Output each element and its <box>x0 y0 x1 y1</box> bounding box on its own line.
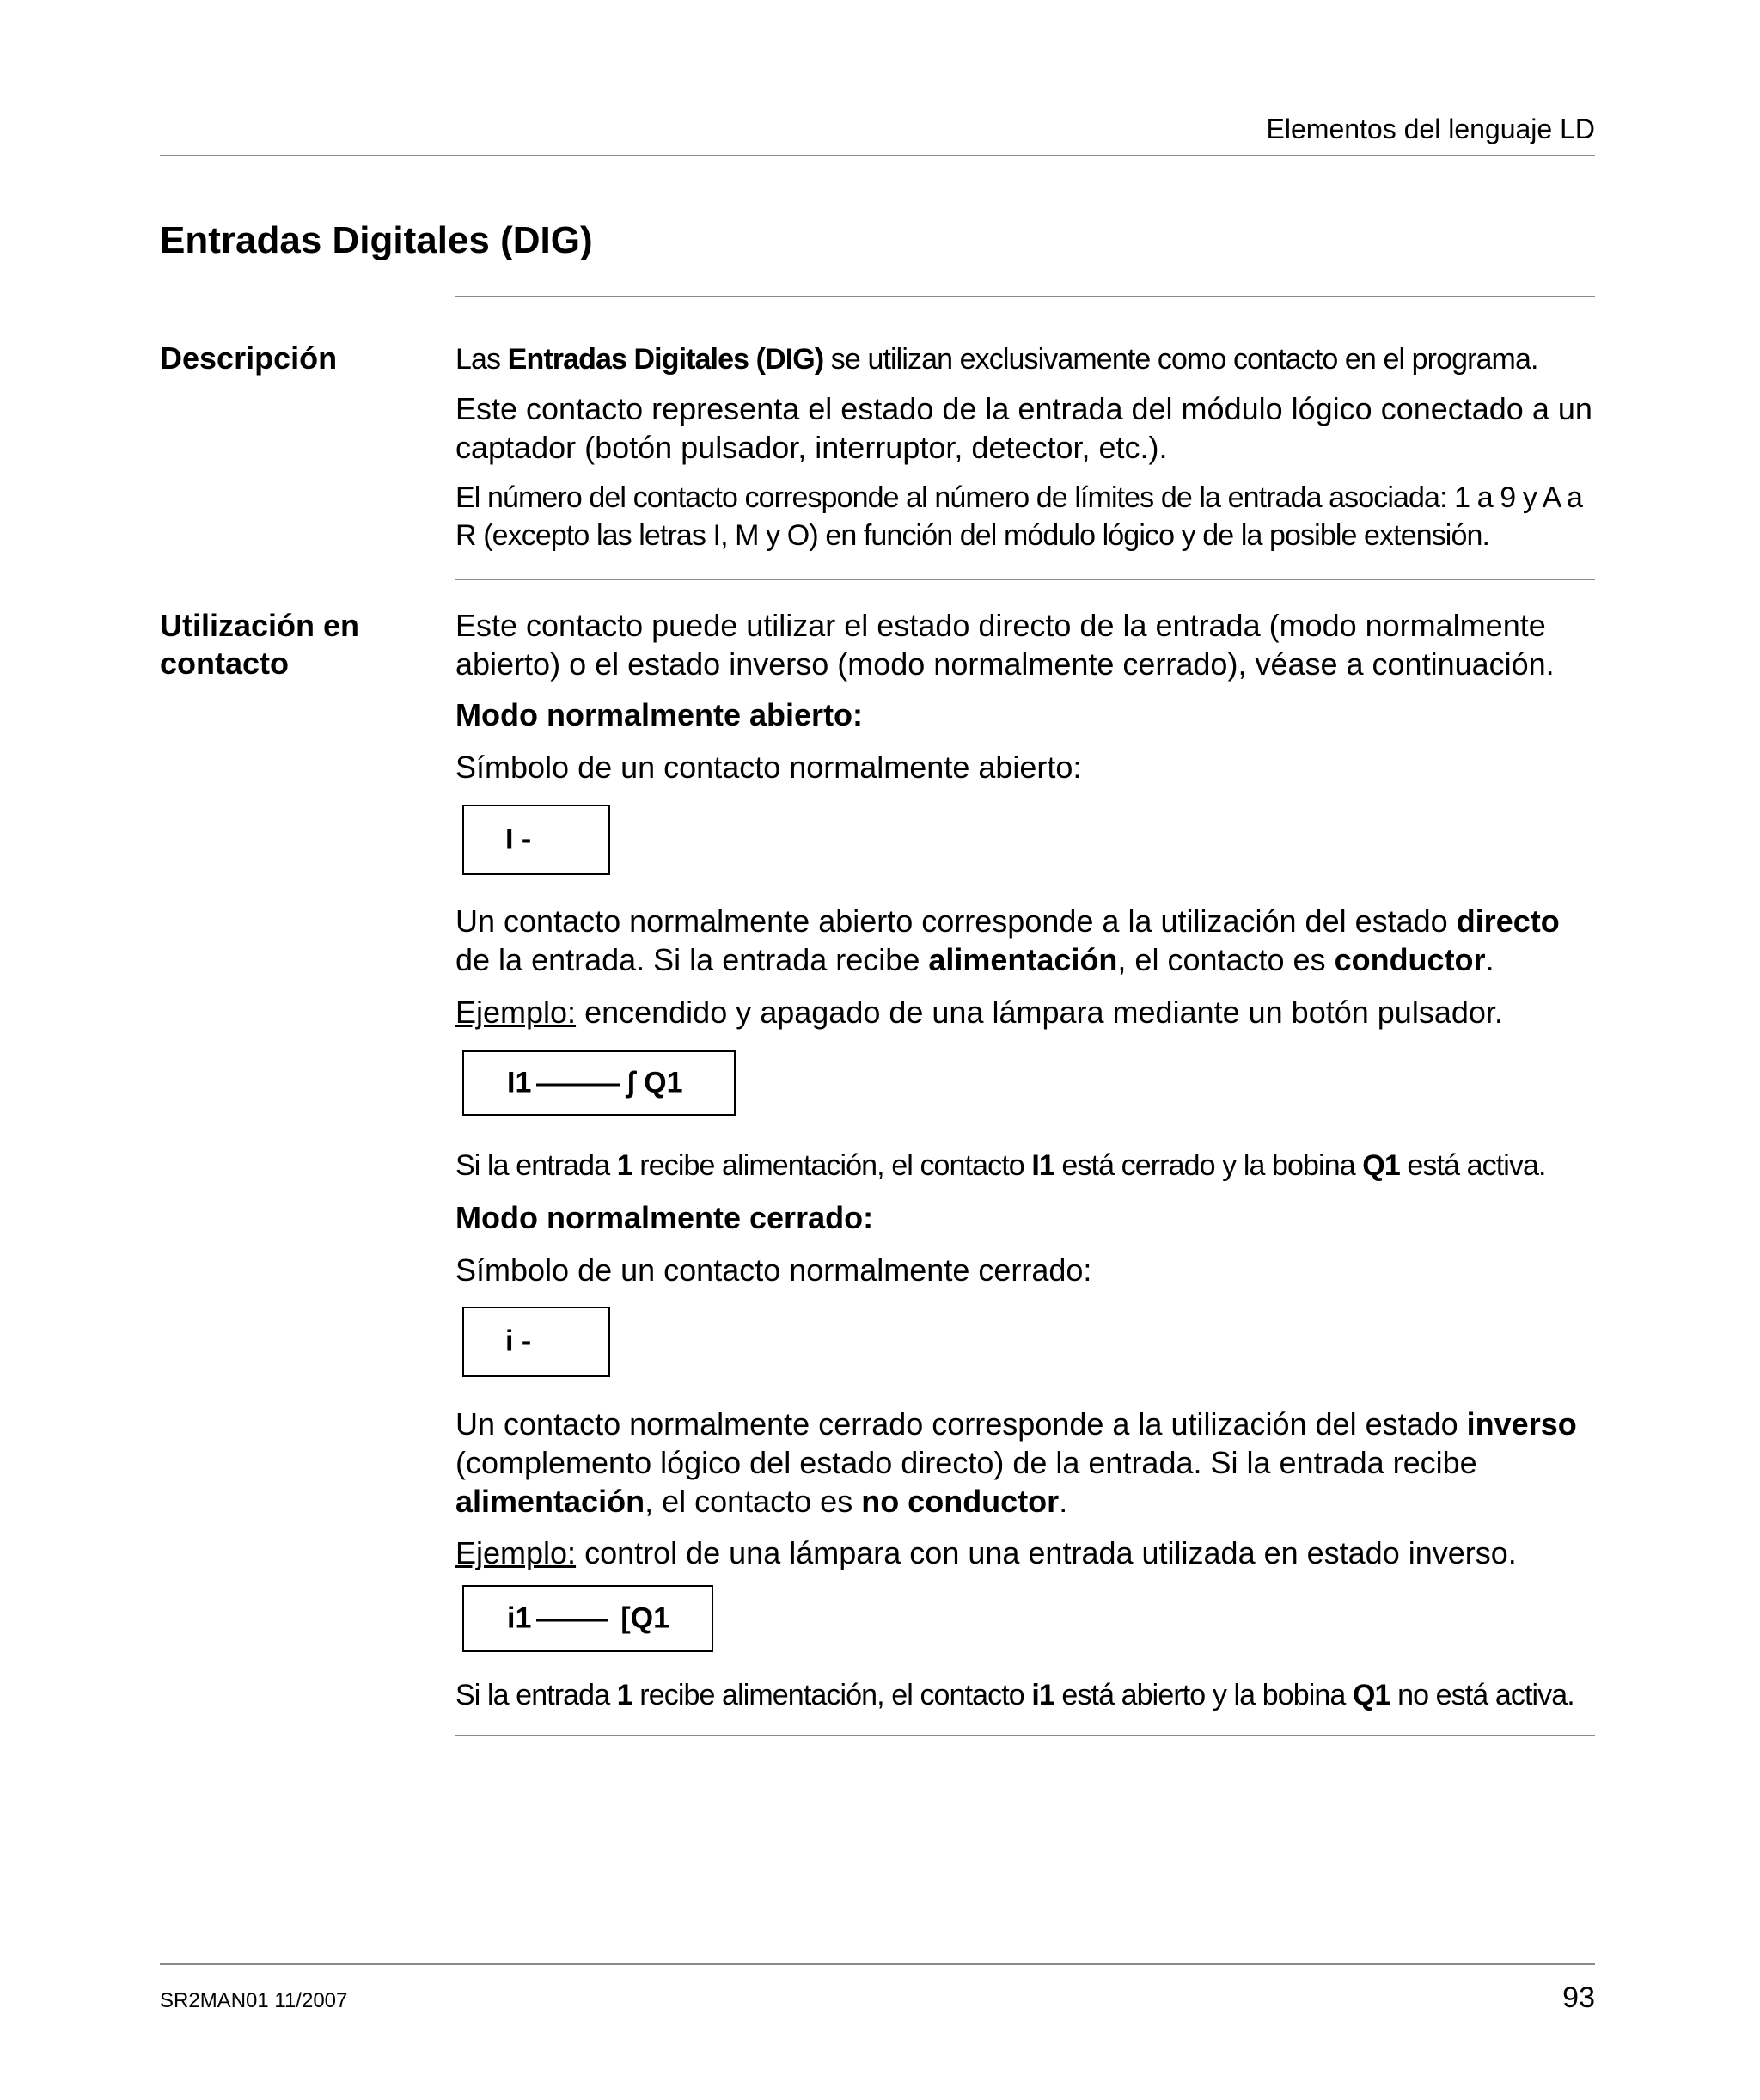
example-label: Ejemplo: <box>455 995 577 1030</box>
page-number: 93 <box>1562 1981 1595 2014</box>
open-example: Ejemplo: encendido y apagado de una lámpara mediante un botón pulsador. <box>455 995 1503 1030</box>
ladder-wire <box>536 1083 620 1086</box>
utilizacion-label: Utilización en contacto <box>160 608 360 681</box>
contact-label: I1 <box>507 1066 532 1099</box>
header-rule <box>160 155 1595 156</box>
example-label: Ejemplo: <box>455 1535 577 1570</box>
closed-example-note: Si la entrada 1 recibe alimentación, el contacto i1 está abierto y la bobina Q1 no está activa. <box>455 1679 1574 1711</box>
descripcion-rule <box>455 579 1595 580</box>
utilizacion-intro: Este contacto puede utilizar el estado directo de la entrada (modo normalmente abierto) o el estado inverso (modo normalmente cerrado), véase a continuación. <box>455 608 1555 682</box>
document-reference: SR2MAN01 11/2007 <box>160 1989 348 2012</box>
closed-contact-symbol: i - <box>462 1307 610 1377</box>
coil-label: [Q1 <box>620 1601 670 1635</box>
ladder-wire <box>536 1619 608 1621</box>
open-example-note: Si la entrada 1 recibe alimentación, el contacto I1 está cerrado y la bobina Q1 está activa. <box>455 1149 1546 1182</box>
contact-label: i1 <box>507 1601 532 1635</box>
footer-rule <box>160 1963 1595 1965</box>
closed-example-ladder-diagram <box>462 1585 713 1652</box>
descripcion-p1: Las Entradas Digitales (DIG) se utilizan exclusivamente como contacto en el programa. <box>455 343 1538 376</box>
closed-mode-heading: Modo normalmente cerrado: <box>455 1200 874 1235</box>
utilizacion-rule <box>455 1735 1595 1736</box>
closed-mode-description: Un contacto normalmente cerrado corresponde a la utilización del estado inverso (complemento lógico del estado directo) de la entrada. Si la entrada recibe alimentación, el contacto es no conductor. <box>455 1406 1577 1519</box>
descripcion-p3: El número del contacto corresponde al número de límites de la entrada asociada: 1 a 9 y A a R (excepto las letras I, M y O) en función del módulo lógico y de la posible extensión. <box>455 481 1583 552</box>
running-header: Elementos del lenguaje LD <box>1266 113 1595 144</box>
closed-symbol-caption: Símbolo de un contacto normalmente cerrado: <box>455 1252 1092 1288</box>
coil-label: ʃ Q1 <box>626 1066 683 1099</box>
section-title: Entradas Digitales (DIG) <box>160 219 593 261</box>
open-example-ladder-diagram <box>462 1050 736 1116</box>
descripcion-label: Descripción <box>160 340 338 376</box>
open-symbol-caption: Símbolo de un contacto normalmente abierto: <box>455 750 1082 785</box>
open-mode-description: Un contacto normalmente abierto corresponde a la utilización del estado directo de la entrada. Si la entrada recibe alimentación, el contacto es conductor. <box>455 903 1560 977</box>
open-contact-symbol: I - <box>462 805 610 875</box>
closed-example: Ejemplo: control de una lámpara con una entrada utilizada en estado inverso. <box>455 1535 1517 1570</box>
section-rule <box>455 296 1595 297</box>
open-mode-heading: Modo normalmente abierto: <box>455 697 864 732</box>
descripcion-p2: Este contacto representa el estado de la entrada del módulo lógico conectado a un captador (botón pulsador, interruptor, detector, etc.). <box>455 391 1592 465</box>
